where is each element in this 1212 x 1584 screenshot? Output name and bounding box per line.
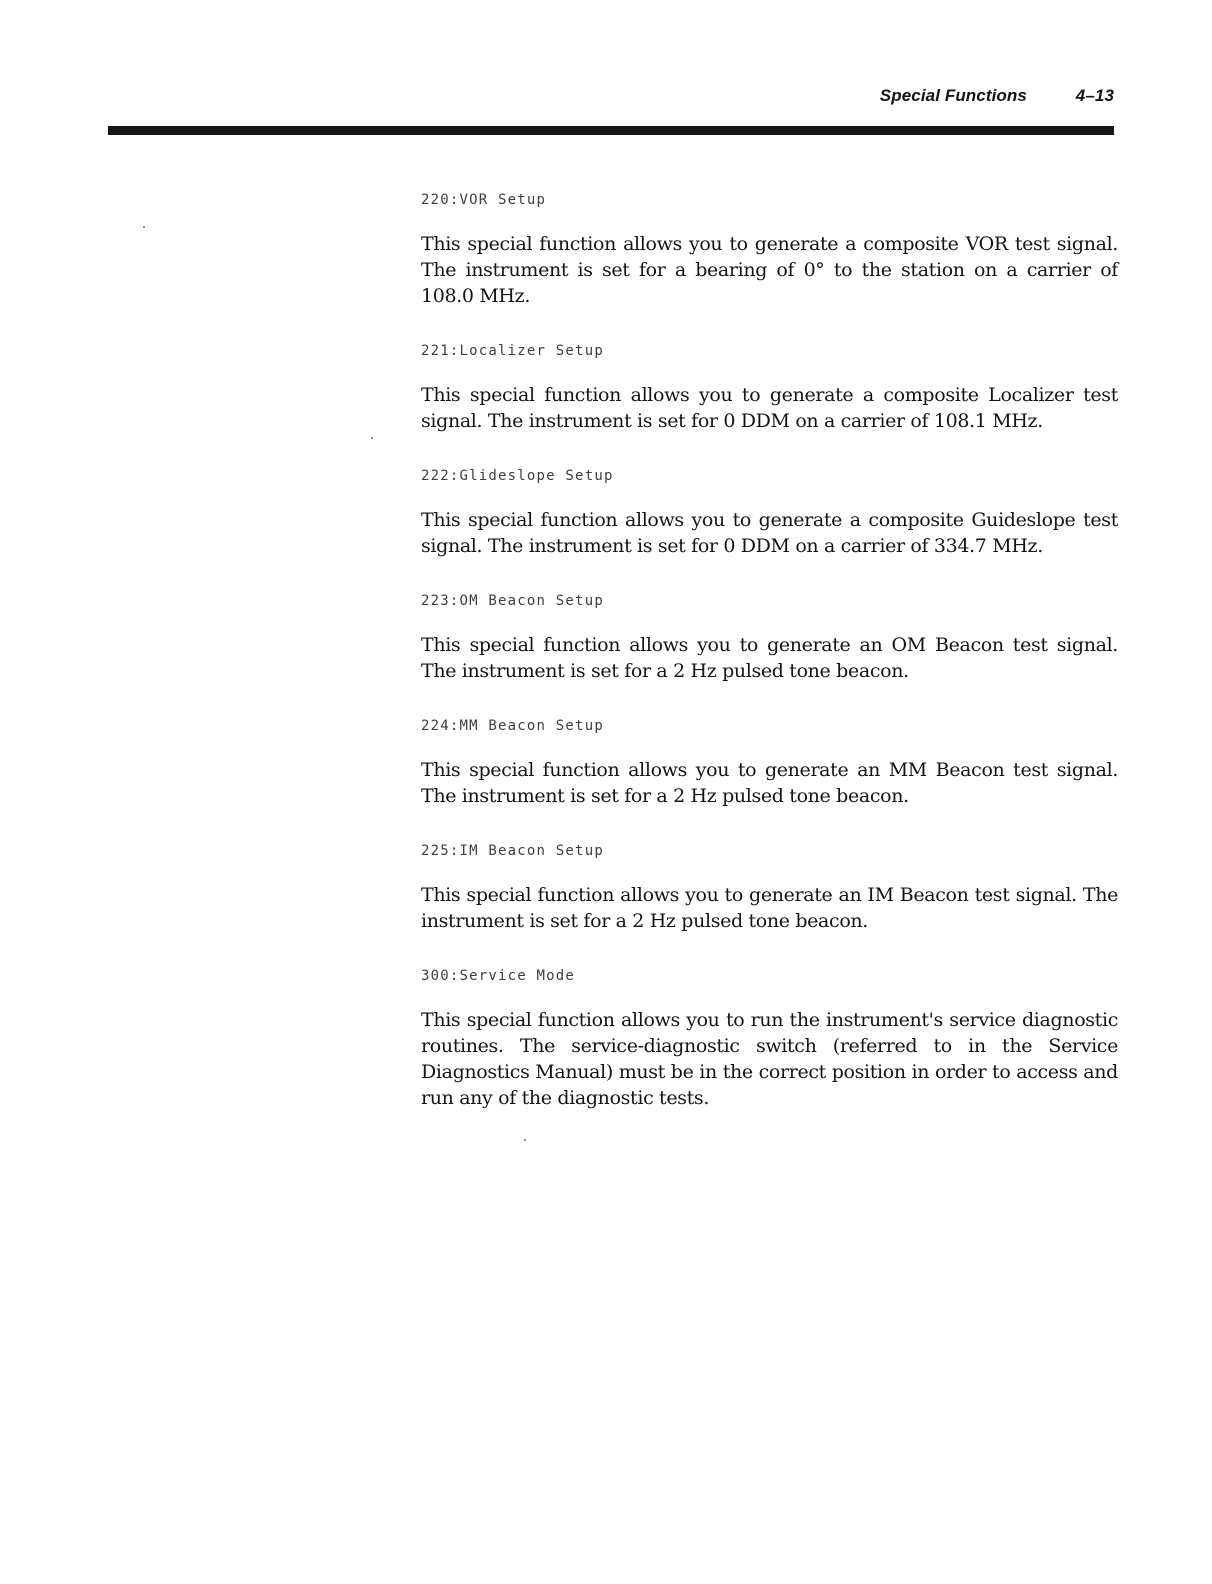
function-entry-220 xyxy=(421,188,1118,309)
function-description: This special function allows you to generate an IM Beacon test signal. The instrument is set for a 2 Hz pulsed tone beacon. xyxy=(421,884,1118,932)
scan-speck xyxy=(524,1139,526,1141)
function-code: 225:IM Beacon Setup xyxy=(421,843,604,859)
special-functions-list xyxy=(421,188,1118,1141)
function-code: 300:Service Mode xyxy=(421,968,576,984)
function-description: This special function allows you to generate an MM Beacon test signal. The instrument is set for a 2 Hz pulsed tone beacon. xyxy=(421,759,1118,807)
function-code: 224:MM Beacon Setup xyxy=(421,718,604,734)
function-entry-222 xyxy=(421,464,1118,559)
function-entry-223 xyxy=(421,589,1118,684)
section-title: Special Functions xyxy=(879,86,1027,105)
function-entry-224 xyxy=(421,714,1118,809)
page-number: 4–13 xyxy=(1075,86,1114,105)
function-description: This special function allows you to generate a composite Guideslope test signal. The instrument is set for 0 DDM on a carrier of 334.7 MHz. xyxy=(421,509,1118,557)
function-code: 223:OM Beacon Setup xyxy=(421,593,604,609)
function-description: This special function allows you to run the instrument's service diagnostic routines. The service-diagnostic switch (referred to in the Service Diagnostics Manual) must be in the correct position in order to access and run any of the diagnostic tests. xyxy=(421,1009,1118,1109)
function-code: 220:VOR Setup xyxy=(421,192,547,208)
scan-speck xyxy=(143,226,145,228)
function-code: 222:Glideslope Setup xyxy=(421,468,614,484)
function-code: 221:Localizer Setup xyxy=(421,343,604,359)
function-description: This special function allows you to generate an OM Beacon test signal. The instrument is set for a 2 Hz pulsed tone beacon. xyxy=(421,634,1118,682)
scan-speck xyxy=(371,437,373,439)
function-description: This special function allows you to generate a composite Localizer test signal. The instrument is set for 0 DDM on a carrier of 108.1 MHz. xyxy=(421,384,1118,432)
function-entry-300 xyxy=(421,964,1118,1111)
function-entry-225 xyxy=(421,839,1118,934)
header-rule xyxy=(108,126,1114,135)
running-head xyxy=(880,86,1114,106)
function-description: This special function allows you to generate a composite VOR test signal. The instrument is set for a bearing of 0° to the station on a carrier of 108.0 MHz. xyxy=(421,233,1118,307)
function-entry-221 xyxy=(421,339,1118,434)
